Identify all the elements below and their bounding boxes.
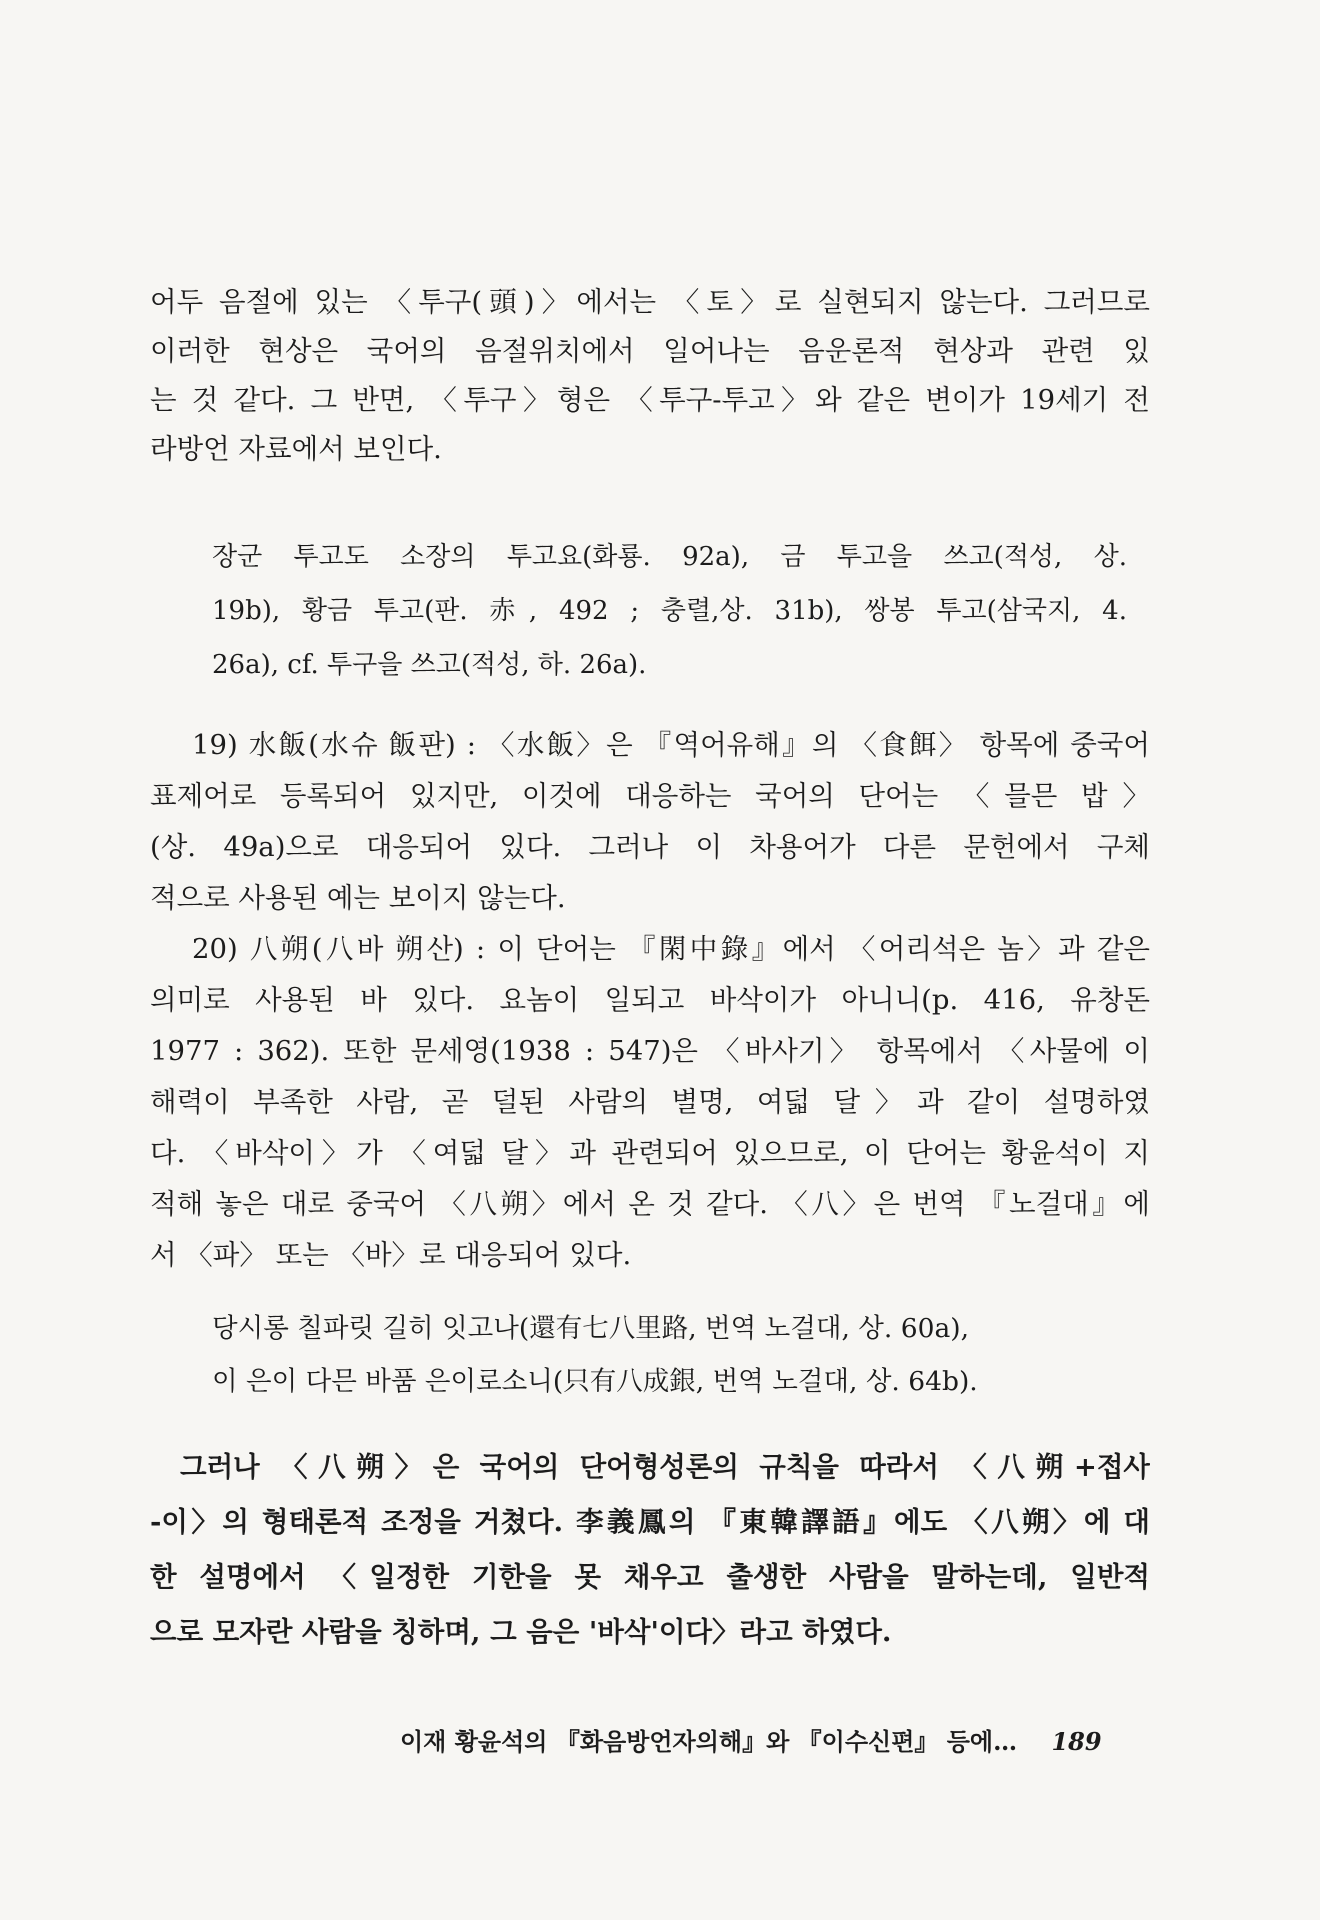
paragraph-1 [150,278,1150,474]
quote-line: 장군 투고도 소장의 투고요(화룡. 92a), 금 투고을 쓰고(적성, 상. [212,542,1127,572]
text-line: 라방언 자료에서 보인다. [150,433,442,465]
text-line: 표제어로 등록되어 있지만, 이것에 대응하는 국어의 단어는 〈믈믄 밥〉 [150,780,1150,812]
text-line: 1977 : 362). 또한 문세영(1938 : 547)은 〈바사기〉 항목에서 〈사물에 이 [150,1035,1150,1067]
page-number: 189 [1051,1727,1102,1756]
text-line: 해력이 부족한 사람, 곧 덜된 사람의 별명, 여덟 달〉과 같이 설명하였 [150,1086,1150,1118]
text-line: (상. 49a)으로 대응되어 있다. 그러나 이 차용어가 다른 문헌에서 구체 [150,831,1150,863]
quotation-1 [212,530,1127,692]
text-line: 적으로 사용된 예는 보이지 않는다. [150,882,566,914]
text-line: 의미로 사용된 바 있다. 요놈이 일되고 바삭이가 아니니(p. 416, 유창돈 [150,984,1150,1016]
text-line: 으로 모자란 사람을 칭하며, 그 음은 '바삭'이다〉라고 하였다. [150,1616,892,1648]
quote-line: 당시롱 칠파릿 길히 잇고나(還有七八里路, 번역 노걸대, 상. 60a), [212,1313,970,1344]
text-line: 적해 놓은 대로 중국어 〈八朔〉에서 온 것 같다. 〈八〉은 번역 『노걸대』에 [150,1188,1150,1220]
paragraph-2 [150,720,1150,1281]
text-line: 다. 〈바삭이〉가 〈여덟 달〉과 관련되어 있으므로, 이 단어는 황윤석이 지 [150,1137,1150,1169]
text-line: 20) 八朔(八바 朔산) : 이 단어는 『閑中錄』에서 〈어리석은 놈〉과 같은 [192,933,1150,965]
quotation-2 [212,1302,1092,1408]
text-line: 는 것 같다. 그 반면, 〈투구〉형은 〈투구-투고〉와 같은 변이가 19세기 전 [150,384,1150,416]
quote-line: 이 은이 다믄 바품 은이로소니(只有八成銀, 번역 노걸대, 상. 64b). [212,1366,978,1397]
paragraph-3 [150,1440,1150,1660]
text-line: 그러나 〈八朔〉은 국어의 단어형성론의 규칙을 따라서 〈八朔+접사 [180,1451,1150,1483]
running-title: 이재 황윤석의 『화음방언자의해』와 『이수신편』 등에… [400,1727,1018,1756]
text-line: 한 설명에서 〈일정한 기한을 못 채우고 출생한 사람을 말하는데, 일반적 [150,1561,1150,1593]
quote-line: 26a), cf. 투구을 쓰고(적성, 하. 26a). [212,650,647,680]
quote-line: 19b), 황금 투고(판. 赤, 492 ; 충렬,상. 31b), 쌍봉 투고(삼국지, 4. [212,596,1127,626]
text-line: 이러한 현상은 국어의 음절위치에서 일어나는 음운론적 현상과 관련 있 [150,335,1150,367]
text-line: 서 〈파〉 또는 〈바〉로 대응되어 있다. [150,1239,632,1271]
page-footer [400,1722,1100,1762]
text-line: 어두 음절에 있는 〈투구(頭)〉에서는 〈토〉로 실현되지 않는다. 그러므로 [150,286,1150,318]
text-line: -이〉의 형태론적 조정을 거쳤다. 李義鳳의 『東韓譯語』에도 〈八朔〉에 대 [150,1506,1150,1538]
text-line: 19) 水飯(水슈 飯판) : 〈水飯〉은 『역어유해』의 〈食餌〉 항목에 중국어 [192,729,1150,761]
